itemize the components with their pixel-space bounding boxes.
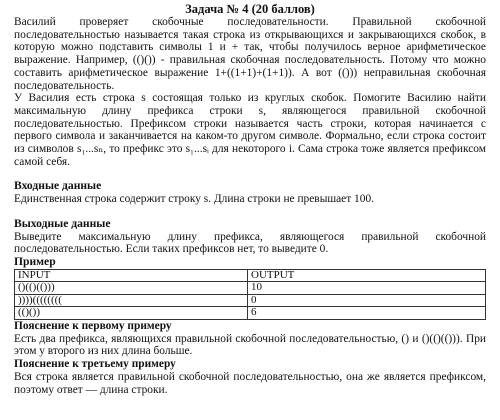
table-header-output: OUTPUT <box>248 269 486 282</box>
task-title: Задача № 4 (20 баллов) <box>185 2 315 16</box>
output-description: Выведите максимальную длину префикса, являющегося правильной скобочной последовательностью. Если таких префиксов нет, то выведите 0. <box>14 230 486 256</box>
table-row <box>15 294 486 307</box>
input-description: Единственная строка содержит строку s. Длина строки не превышает 100. <box>14 193 374 206</box>
table-cell-input: ))))(((((((( <box>15 294 248 307</box>
table-cell-input: (()()) <box>15 307 248 320</box>
explanation-3-heading: Пояснение к третьему примеру <box>14 358 176 371</box>
table-row <box>15 282 486 295</box>
table-cell-output: 10 <box>248 282 486 295</box>
example-heading: Пример <box>14 254 56 268</box>
input-heading: Входные данные <box>14 179 102 193</box>
example-table <box>14 269 486 320</box>
table-header-row <box>15 269 486 282</box>
explanation-1-heading: Пояснение к первому примеру <box>14 320 172 333</box>
explanation-3-text: Вся строка является правильной скобочной последовательностью, она же является префиксом, поэтому ответ — длина строки. <box>14 370 486 396</box>
table-header-input: INPUT <box>15 269 248 282</box>
table-cell-output: 0 <box>248 294 486 307</box>
output-heading: Выходные данные <box>14 216 111 230</box>
statement-paragraph-2: У Василия есть строка s состоящая только из круглых скобок. Помогите Василию найти максимальную длину префикса строки s, являющегося правильной скобочной последовательностью. Префиксом строки называется часть строки, которая начинается с первого символа и заканчивается на каком-то другом символе. Формально, если строка состоит из символов s₁...sₙ, то префикс это s₁...sᵢ для некоторого i. Сама строка тоже является префиксом самой себя. <box>14 92 486 168</box>
table-row <box>15 307 486 320</box>
statement-paragraph-1: Василий проверяет скобочные последовательности. Правильной скобочной последовательностью называется такая строка из открывающихся и закрывающихся скобок, в которую можно подставить символы 1 и + так, чтобы получилось верное арифметическое выражение. Например, (()()) - правильная скобочная последовательность. Потому что можно составить арифметическое выражение 1+((1+1)+(1+1)). А вот (())) неправильная скобочная последовательность. <box>14 16 486 92</box>
table-cell-input: ()(()(())) <box>15 282 248 295</box>
table-cell-output: 6 <box>248 307 486 320</box>
explanation-1-text: Есть два префикса, являющихся правильной скобочной последовательностью, () и ()(()(())). При этом у второго из них длина больше. <box>14 332 486 358</box>
